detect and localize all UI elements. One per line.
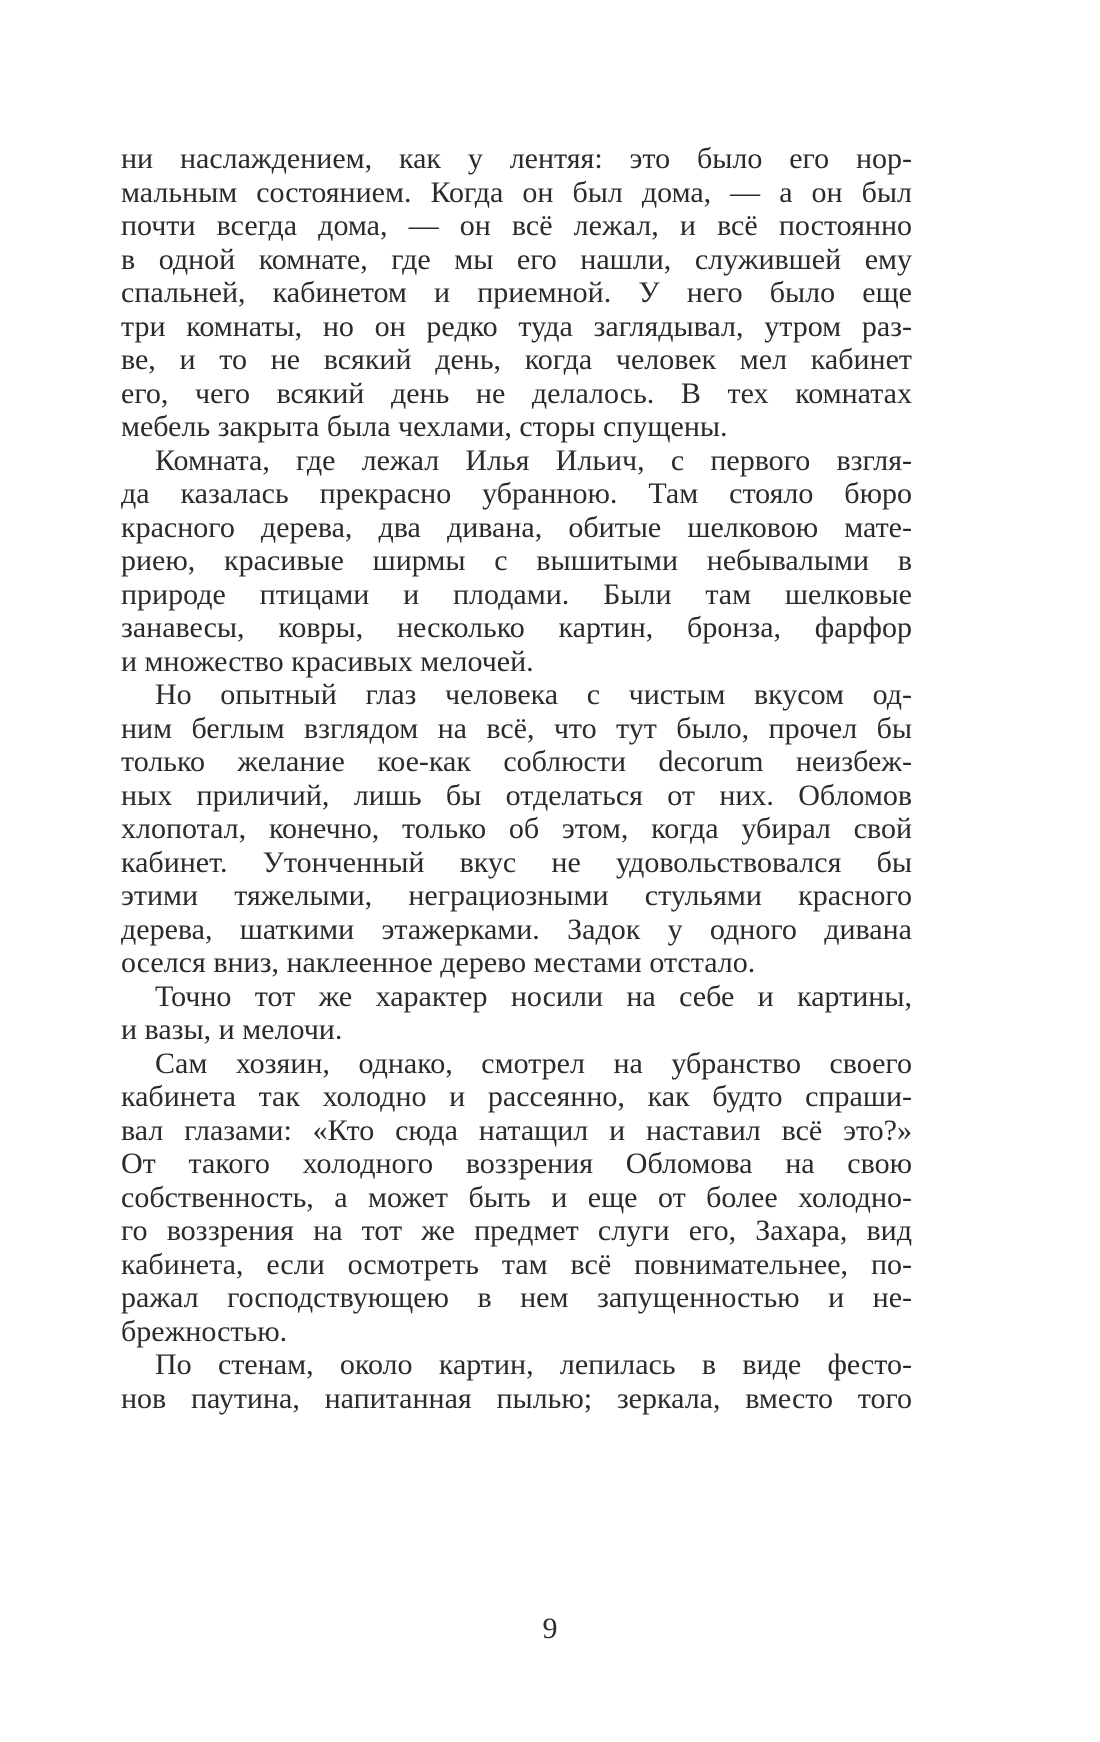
paragraph	[121, 142, 912, 444]
body-text	[121, 142, 912, 1415]
text-line: Сам хозяин, однако, смотрел на убранство своего	[155, 1046, 912, 1080]
text-line: мебель закрыта была чехлами, сторы спущены.	[121, 410, 728, 443]
text-line: кабинета, если осмотреть там всё повнимательнее, по-	[121, 1247, 912, 1281]
text-line: в одной комнате, где мы его нашли, служившей ему	[121, 242, 912, 276]
text-line: этими тяжелыми, неграциозными стульями красного	[121, 879, 912, 912]
text-line: занавесы, ковры, несколько картин, бронза, фарфор	[121, 611, 912, 644]
text-line: три комнаты, но он редко туда заглядывал, утром раз-	[121, 309, 912, 343]
text-line: собственность, а может быть и еще от более холодно-	[121, 1180, 912, 1214]
paragraph	[121, 1047, 912, 1349]
text-line: красного дерева, два дивана, обитые шелковою мате-	[121, 510, 912, 544]
paragraph	[121, 1348, 912, 1415]
text-line: Но опытный глаз человека с чистым вкусом од-	[155, 678, 912, 711]
text-line: Комната, где лежал Илья Ильич, с первого взгля-	[155, 443, 912, 477]
text-line: хлопотал, конечно, только об этом, когда убирал свой	[121, 812, 912, 845]
text-line: природе птицами и плодами. Были там шелковые	[121, 577, 912, 611]
text-line: кабинет. Утонченный вкус не удовольствовался бы	[121, 845, 912, 879]
text-line: и множество красивых мелочей.	[121, 644, 534, 678]
text-line: брежностью.	[121, 1314, 288, 1348]
paragraph	[121, 980, 912, 1047]
text-line: только желание кое-как соблюсти decorum неизбеж-	[121, 745, 912, 778]
text-line: ных приличий, лишь бы отделаться от них. Обломов	[121, 778, 912, 812]
text-line: его, чего всякий день не делалось. В тех комнатах	[121, 376, 912, 410]
text-line: го воззрения на тот же предмет слуги его, Захара, вид	[121, 1214, 912, 1247]
text-line: риею, красивые ширмы с вышитыми небывалыми в	[121, 544, 912, 577]
text-line: ражал господствующею в нем запущенностью и не-	[121, 1281, 912, 1314]
text-line: вал глазами: «Кто сюда натащил и наставил всё это?»	[121, 1113, 912, 1147]
text-line: кабинета так холодно и рассеянно, как будто спраши-	[121, 1080, 912, 1113]
text-line: По стенам, около картин, лепилась в виде фесто-	[155, 1348, 912, 1381]
text-line: да казалась прекрасно убранною. Там стояло бюро	[121, 477, 912, 510]
text-line: Точно тот же характер носили на себе и картины,	[155, 979, 912, 1013]
text-line: дерева, шаткими этажерками. Задок у одного дивана	[121, 912, 912, 946]
text-line: спальней, кабинетом и приемной. У него было еще	[121, 276, 912, 309]
text-line: От такого холодного воззрения Обломова на свою	[121, 1147, 912, 1180]
text-line: ним беглым взглядом на всё, что тут было, прочел бы	[121, 711, 912, 745]
text-line: ни наслаждением, как у лентяя: это было его нор-	[121, 142, 912, 175]
text-line: и вазы, и мелочи.	[121, 1013, 343, 1046]
paragraph	[121, 444, 912, 679]
text-line: почти всегда дома, — он всё лежал, и всё постоянно	[121, 209, 912, 242]
text-line: нов паутина, напитанная пылью; зеркала, вместо того	[121, 1381, 912, 1415]
paragraph	[121, 678, 912, 980]
page-number: 9	[542, 1612, 558, 1645]
text-line: ве, и то не всякий день, когда человек мел кабинет	[121, 343, 912, 376]
text-line: мальным состоянием. Когда он был дома, — а он был	[121, 175, 912, 209]
text-line: оселся вниз, наклеенное дерево местами отстало.	[121, 946, 756, 979]
